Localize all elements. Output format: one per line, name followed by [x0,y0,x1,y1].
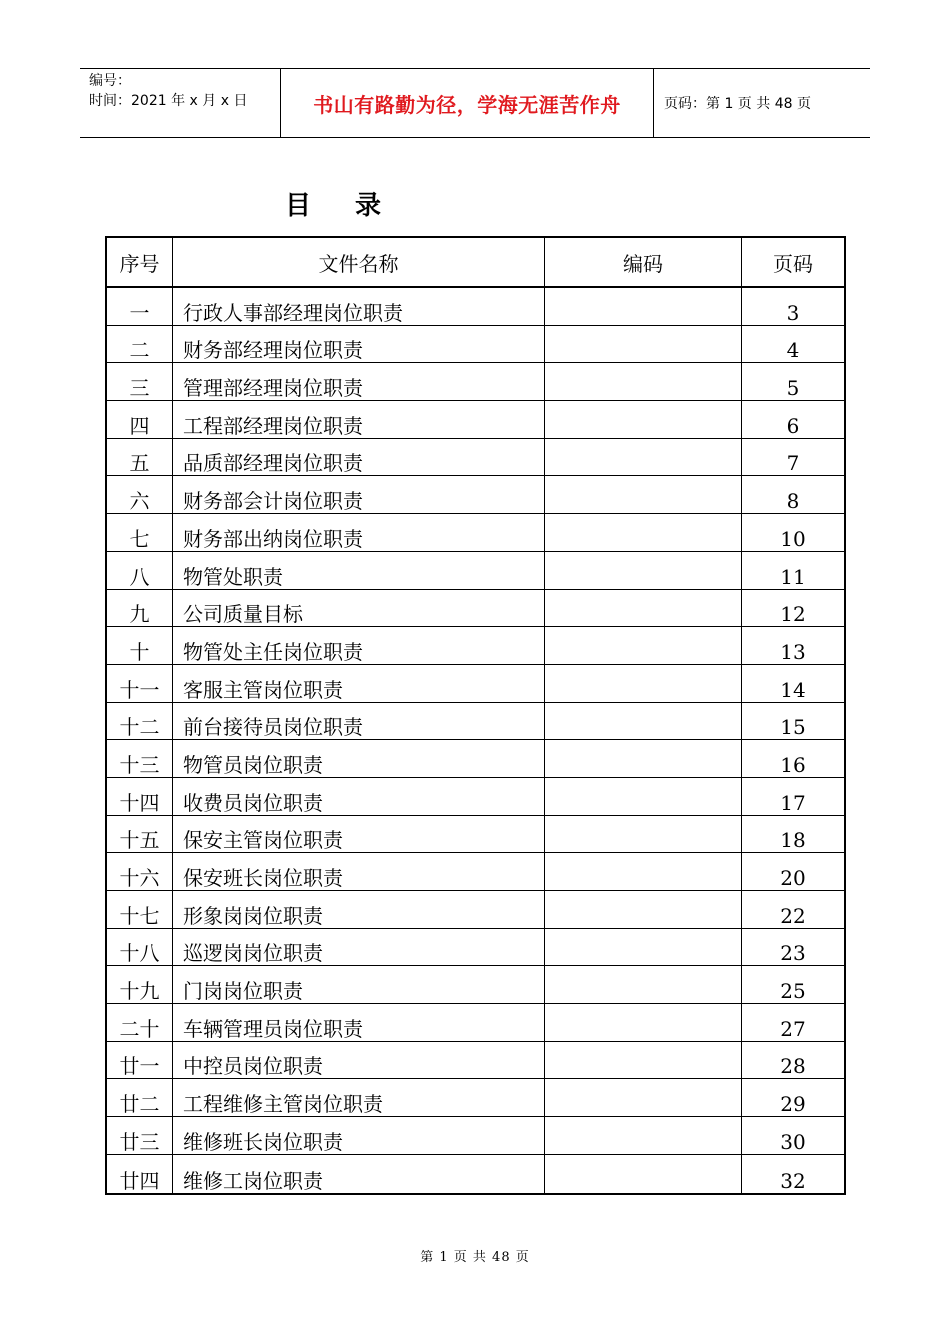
row-document-name: 形象岗岗位职责 [173,891,545,928]
toc-table [105,236,846,1195]
page-footer: 第 1 页 共 48 页 [420,1250,530,1265]
row-page-number: 27 [780,1016,806,1041]
table-row [107,514,844,552]
table-row [107,853,844,891]
table-row [107,1042,844,1080]
row-page-number: 6 [786,413,800,438]
row-page-number: 8 [786,489,800,514]
column-header-page: 页码 [773,251,813,276]
row-number: 十八 [107,929,173,966]
row-document-name: 门岗岗位职责 [173,966,545,1003]
table-row [107,439,844,477]
table-row [107,552,844,590]
row-document-name: 财务部经理岗位职责 [173,326,545,363]
table-body [107,288,844,1193]
row-document-name: 行政人事部经理岗位职责 [173,288,545,325]
table-row [107,778,844,816]
table-row [107,590,844,628]
row-number: 十六 [107,853,173,890]
table-row [107,1117,844,1155]
table-row [107,363,844,401]
row-number: 十九 [107,966,173,1003]
row-document-name: 维修工岗位职责 [173,1155,545,1193]
row-document-name: 物管处职责 [173,552,545,589]
row-page-number: 15 [780,715,806,740]
row-code [545,1042,742,1079]
table-row [107,288,844,326]
row-number: 十二 [107,703,173,740]
row-code [545,665,742,702]
row-code [545,853,742,890]
row-document-name: 公司质量目标 [173,590,545,627]
row-document-name: 品质部经理岗位职责 [173,439,545,476]
header-motto: 书山有路勤为径，学海无涯苦作舟 [281,69,654,137]
table-row [107,401,844,439]
table-row [107,816,844,854]
header-meta [80,69,281,137]
row-page-number: 20 [780,866,806,890]
row-number: 二 [107,326,173,363]
row-number: 六 [107,476,173,513]
row-page-number: 14 [780,677,806,702]
table-row [107,703,844,741]
row-page-number: 7 [786,451,800,476]
row-code [545,703,742,740]
row-code [545,816,742,853]
row-code [545,326,742,363]
row-code [545,891,742,928]
row-document-name: 保安主管岗位职责 [173,816,545,853]
row-page-number: 13 [780,639,806,664]
row-number: 廿三 [107,1117,173,1154]
row-code [545,288,742,325]
row-code [545,363,742,400]
row-number: 三 [107,363,173,400]
row-document-name: 收费员岗位职责 [173,778,545,815]
row-code [545,778,742,815]
row-page-number: 3 [786,300,800,325]
row-document-name: 物管员岗位职责 [173,740,545,777]
row-number: 二十 [107,1004,173,1041]
row-number: 廿一 [107,1042,173,1079]
row-code [545,740,742,777]
column-header-code: 编码 [545,238,742,286]
row-page-number: 28 [780,1054,806,1079]
row-code [545,1004,742,1041]
row-code [545,476,742,513]
row-page-number: 25 [780,979,806,1004]
row-document-name: 保安班长岗位职责 [173,853,545,890]
column-header-name: 文件名称 [173,238,545,286]
row-page-number: 32 [780,1168,806,1193]
row-page-number: 4 [786,338,800,363]
row-code [545,439,742,476]
row-document-name: 前台接待员岗位职责 [173,703,545,740]
row-document-name: 财务部出纳岗位职责 [173,514,545,551]
row-code [545,1117,742,1154]
number-label: 编号： [89,73,131,89]
row-page-number: 11 [780,564,806,589]
table-row [107,627,844,665]
row-number: 七 [107,514,173,551]
row-code [545,401,742,438]
row-code [545,1079,742,1116]
time-label: 时间：2021 年 x 月 x 日 [89,93,248,109]
table-row [107,929,844,967]
row-number: 十五 [107,816,173,853]
table-row [107,1079,844,1117]
row-code [545,1155,742,1193]
row-number: 八 [107,552,173,589]
row-number: 四 [107,401,173,438]
column-header-no: 序号 [107,238,173,286]
table-header-row [107,238,844,288]
table-row [107,476,844,514]
row-number: 一 [107,288,173,325]
row-code [545,514,742,551]
row-page-number: 18 [780,828,806,853]
table-row [107,1004,844,1042]
row-page-number: 22 [780,903,806,928]
row-number: 廿四 [107,1155,173,1193]
row-number: 十 [107,627,173,664]
row-page-number: 10 [780,526,806,551]
row-number: 五 [107,439,173,476]
row-page-number: 30 [780,1129,806,1154]
row-document-name: 客服主管岗位职责 [173,665,545,702]
row-number: 十四 [107,778,173,815]
row-number: 九 [107,590,173,627]
row-document-name: 维修班长岗位职责 [173,1117,545,1154]
row-document-name: 工程维修主管岗位职责 [173,1079,545,1116]
row-code [545,627,742,664]
row-document-name: 管理部经理岗位职责 [173,363,545,400]
row-document-name: 物管处主任岗位职责 [173,627,545,664]
row-document-name: 财务部会计岗位职责 [173,476,545,513]
row-code [545,552,742,589]
row-document-name: 车辆管理员岗位职责 [173,1004,545,1041]
table-row [107,1155,844,1193]
table-row [107,326,844,364]
row-code [545,966,742,1003]
row-code [545,590,742,627]
header-page-info: 页码：第 1 页 共 48 页 [664,96,811,112]
row-page-number: 16 [780,752,806,777]
row-page-number: 23 [780,941,806,966]
row-page-number: 17 [780,790,806,815]
row-document-name: 巡逻岗岗位职责 [173,929,545,966]
table-row [107,891,844,929]
row-page-number: 5 [786,376,800,401]
document-header [80,68,870,138]
row-code [545,929,742,966]
row-document-name: 中控员岗位职责 [173,1042,545,1079]
row-number: 十三 [107,740,173,777]
row-document-name: 工程部经理岗位职责 [173,401,545,438]
table-row [107,966,844,1004]
row-page-number: 29 [780,1092,806,1117]
page-title: 目录 [285,191,426,221]
row-number: 十一 [107,665,173,702]
table-row [107,665,844,703]
row-number: 廿二 [107,1079,173,1116]
row-page-number: 12 [780,602,806,627]
table-row [107,740,844,778]
row-number: 十七 [107,891,173,928]
